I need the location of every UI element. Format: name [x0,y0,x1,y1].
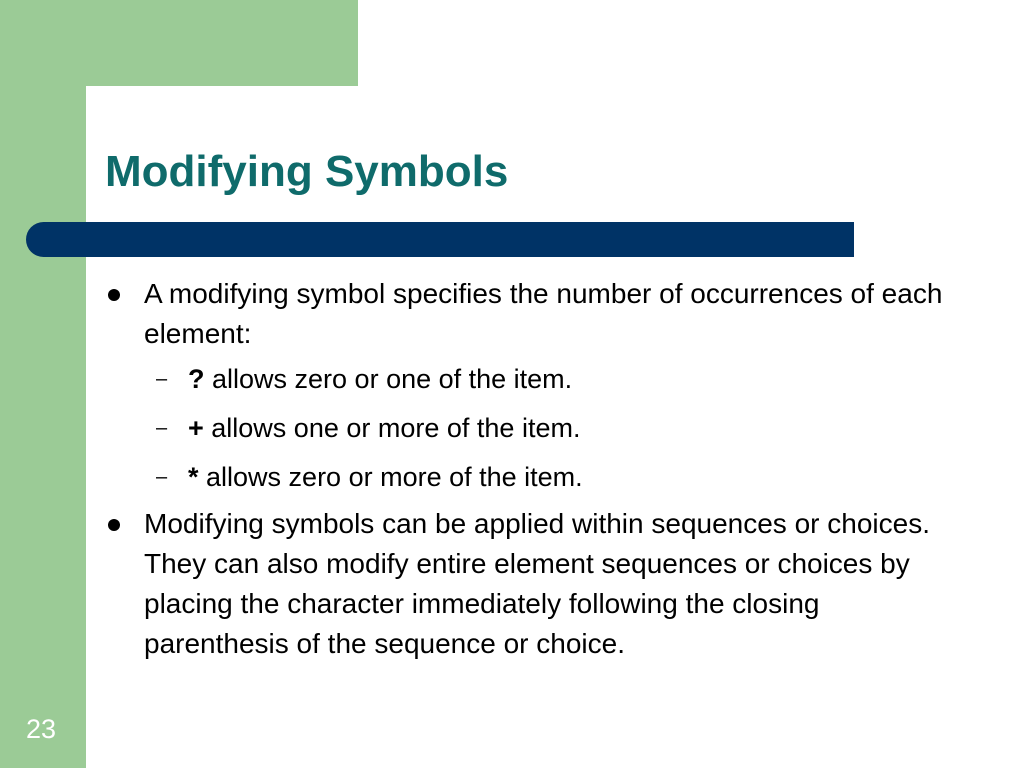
bullet-dot-icon [108,519,120,531]
page-number: 23 [26,714,57,744]
bullet-dot-icon [108,289,120,301]
modifier-symbol: + [188,413,204,443]
sub-bullet-dash: – [156,368,168,390]
sub-bullet-item [104,355,964,404]
slide-content [104,274,964,664]
sub-bullet-item [104,453,964,502]
modifier-symbol: * [188,462,199,492]
sub-bullet-text: allows zero or more of the item. [198,462,583,492]
bullet-item [104,274,964,354]
slide-title: Modifying Symbols [105,147,509,196]
sub-bullet-dash: – [156,466,168,488]
sub-bullet-text: allows zero or one of the item. [204,364,573,394]
title-rule-bar [26,222,854,257]
bullet-text: A modifying symbol specifies the number of occurrences of each element: [144,278,943,349]
sub-bullet-text: allows one or more of the item. [203,413,581,443]
bullet-text: Modifying symbols can be applied within sequences or choices. They can also modify entire element sequences or choices by placing the character immediately following the closing parenthesis of the sequence or choice. [144,508,930,659]
modifier-symbol: ? [188,364,205,394]
bullet-item [104,504,964,664]
green-left-band [0,0,86,768]
sub-bullet-item [104,404,964,453]
sub-bullet-dash: – [156,417,168,439]
